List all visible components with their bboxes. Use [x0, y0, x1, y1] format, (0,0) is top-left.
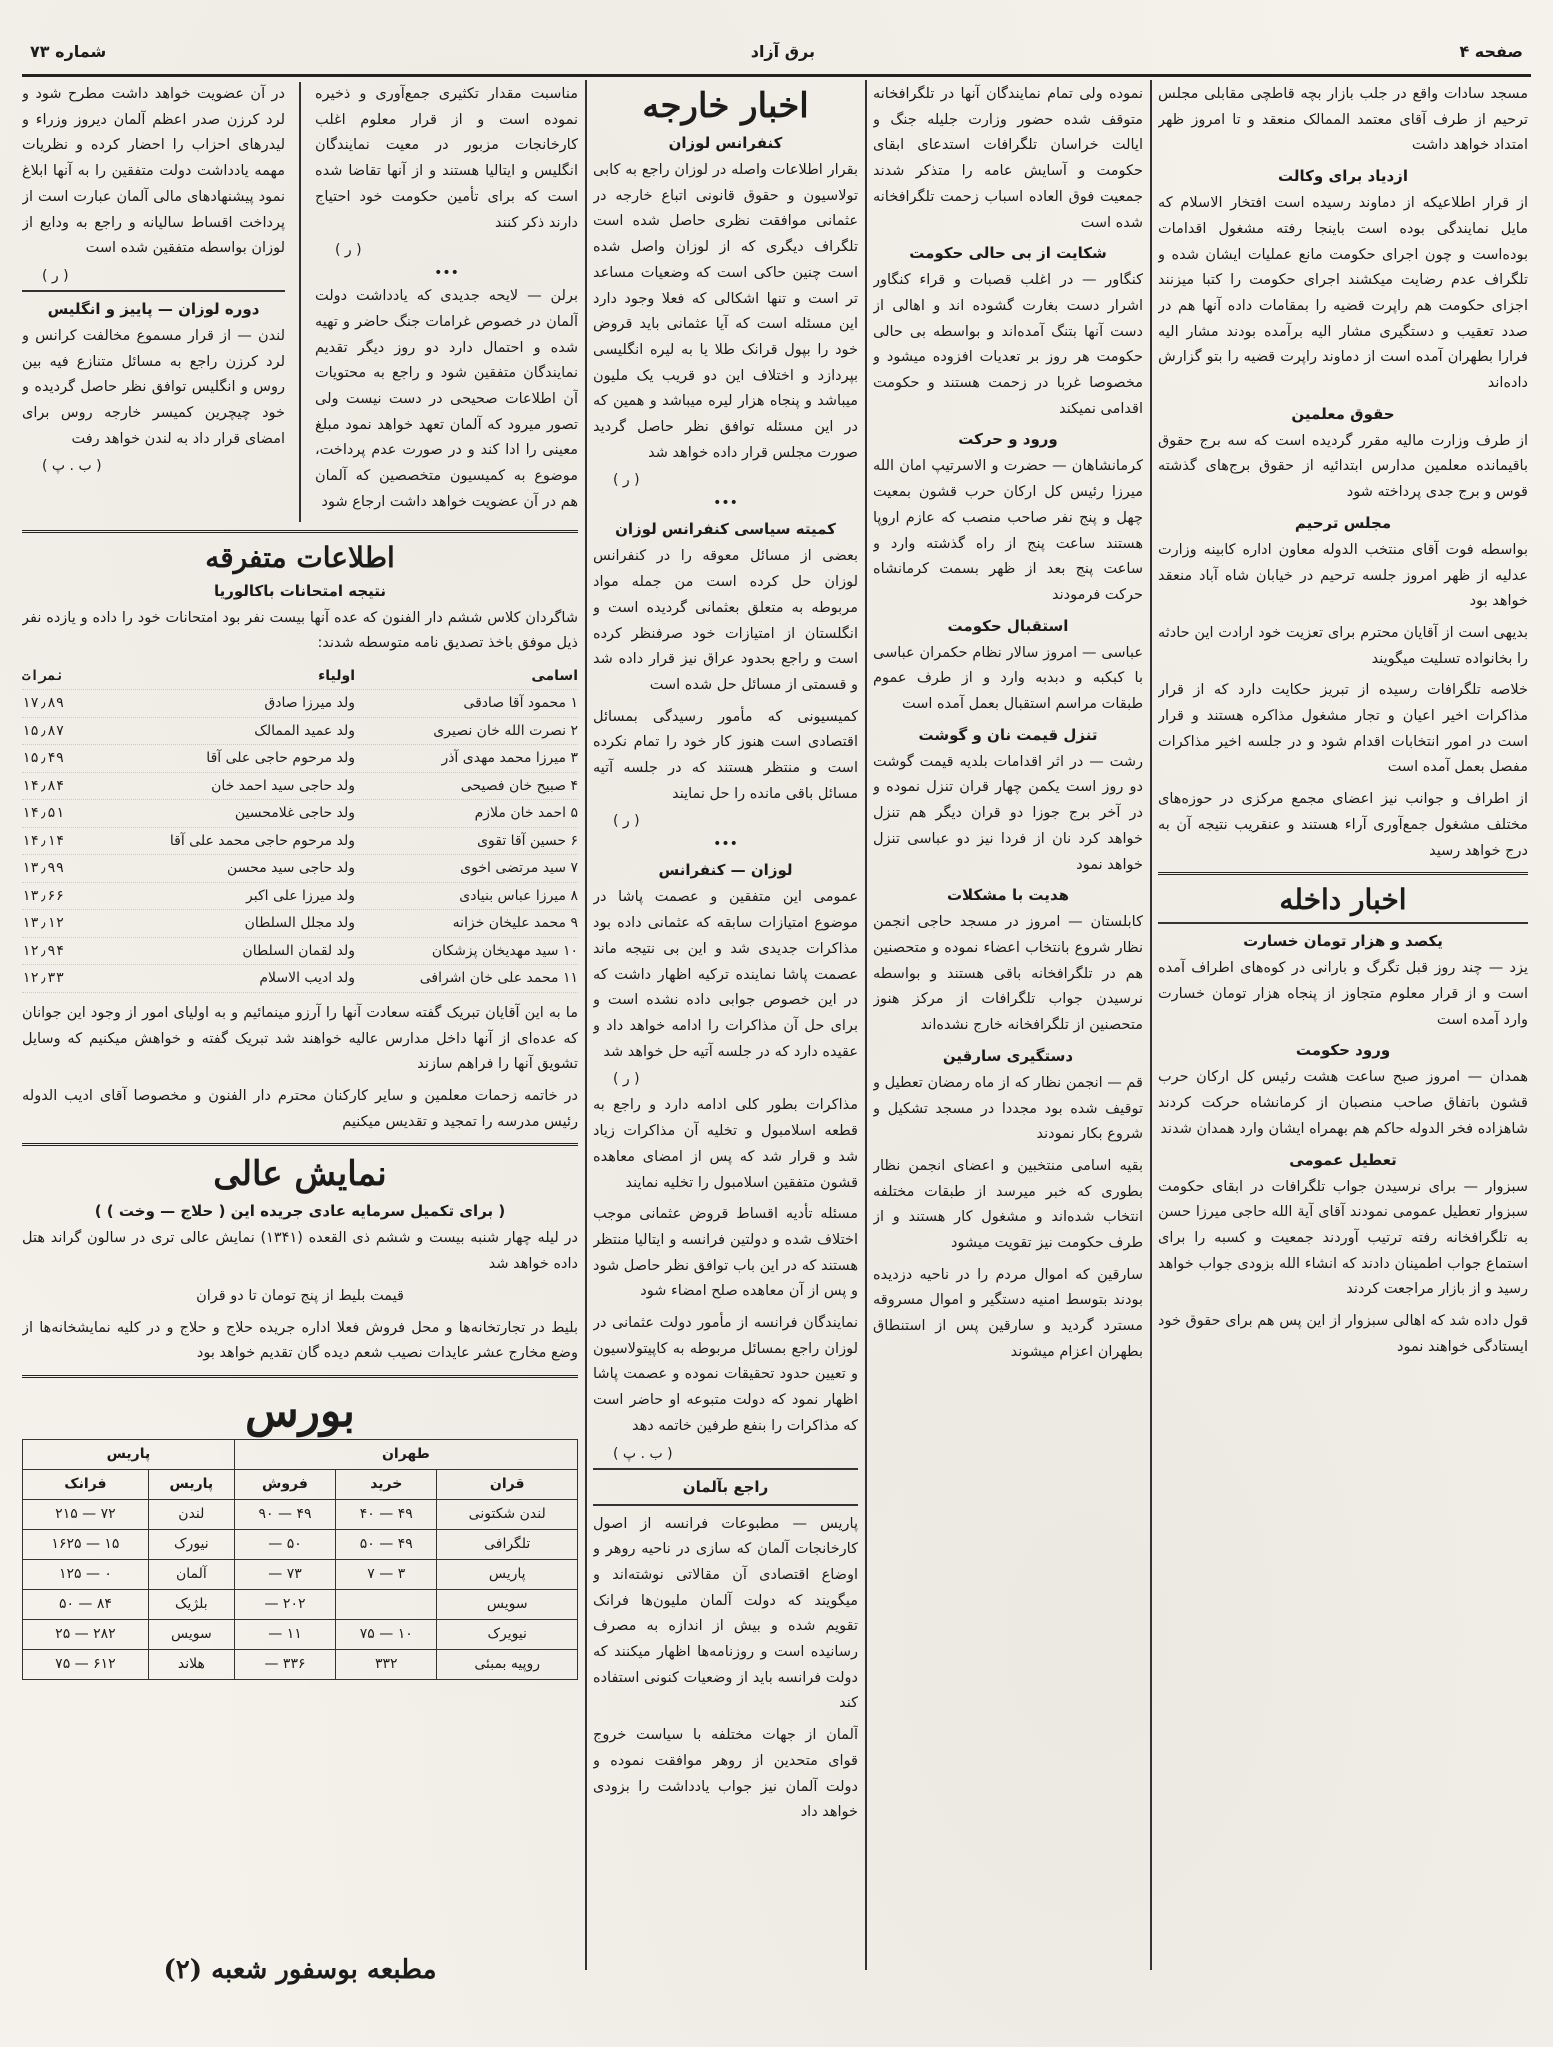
info-paragraph: شاگردان کلاس ششم دار الفنون که عده آنها بیست نفر بود امتحانات خود را داده و یازده نفر ذیل موفق باخذ تصدیق نامه متوسطه شدند:	[22, 609, 578, 652]
article-paragraph: همدان — امروز صبح ساعت هشت رئیس کل ارکان حرب قشون باتفاق صاحب منصبان از کرمانشاه حرکت کردند شاهزاده فخر الدوله حاکم هم بهمراه ایشان وارد همدان شدند	[1158, 1069, 1528, 1137]
article-subhead: مجلس ترحیم	[1294, 513, 1392, 532]
section-title: اخبار داخله	[1279, 883, 1407, 917]
article-paragraph: پاریس — مطبوعات فرانسه از اصول کارخانجات آلمان که سازی در ناحیه روهر و اوضاع اقتصادی آن مقالاتی نوشته‌اند و میگویند که دولت آلمان ملیون‌ها فرانک تقویم شده و بیش از اندازه به مصرف رسانیده است و روزنامه‌ها اظهار میکنند که دولت فرانسه باید از وضعیات کنونی استفاده کند	[593, 1515, 858, 1712]
article-subhead: هدیت با مشکلات	[946, 886, 1070, 905]
bourse-row: تلگرافی ۴۹ — ۵۰ ۵۰ — نیورک ۱۵ — ۱۶۲۵	[23, 1529, 578, 1559]
bourse-row: روپیه بمبئی ۳۳۲ ۳۳۶ — هلاند ۶۱۲ — ۷۵	[23, 1649, 578, 1679]
article-signature: ( ر )	[42, 267, 69, 284]
paper-name: برق آزاد	[750, 41, 815, 61]
bourse-sub-paris-unit: پاریس	[148, 1469, 234, 1499]
article-subhead: دوره لوزان — پاییز و انگلیس	[47, 299, 260, 318]
roster-header: اسامی اولیاء نمرات	[22, 663, 578, 691]
section-rule	[22, 1143, 578, 1146]
article-paragraph: خلاصه تلگرافات رسیده از تبریز حکایت دارد که از قرار مذاکرات اخیر اعیان و تجار مشغول مذاکره هستند و قرار است در امور انتخابات اقدام شود و در جلسه اخیر مذاکرات مفصل بعمل آمده است	[1158, 682, 1528, 776]
article-paragraph: عمومی این متفقین و عصمت پاشا در موضوع امتیازات سابقه که عثمانی داده بود مذاکرات جدیدی شد و این بی نتیجه ماند عصمت پاشا نماینده ترکیه اظهار داشت که در این خصوص جوابی داده نشده است و برای حل آن مذاکرات را ادامه خواهد داد و عقیده دارد که در جلسه آتیه حل خواهد شد	[593, 889, 858, 1060]
show-subtitle: ( برای تکمیل سرمایه عادی جریده این ( حلاج — وخت ) )	[94, 1202, 506, 1221]
top-right-block	[315, 82, 578, 522]
column-rule	[865, 80, 867, 1970]
article-paragraph: کمیسیونی که مأمور رسیدگی بمسائل اقتصادی است هنوز کار خود را تمام نکرده است و منتظر هستند که در جلسه آتیه مسائل باقی مانده را حل نمایند	[593, 708, 858, 802]
article-paragraph: سبزوار — برای نرسیدن جواب تلگرافات در ابقای حکومت سبزوار تعطیل عمومی نمودند آقای آیة الله حاجی میرزا حسن به تلگرافخانه رفته ترتیب آوردند جمعیت و کسبه را برای استماع جواب اطمینان دادند که انشاء الله بزودی جواب خواهد رسید و از بازار مراجعت کردند	[1158, 1178, 1528, 1298]
article-paragraph: یزد — چند روز قبل تگرگ و بارانی در کوه‌های اطراف آمده است و از قرار معلوم متجاوز از پنجاه هزار تومان خسارت وارد آمده است	[1158, 960, 1528, 1028]
column-3	[593, 82, 858, 2012]
roster-row: ۱۱ محمد علی خان اشرافی ولد ادیب الاسلام ۱۲٫۳۳	[22, 965, 578, 993]
article-paragraph: مسئله تأدیه اقساط قروض عثمانی موجب اختلاف شده و دولتین فرانسه و ایتالیا منتظر هستند که در این باب توافق نظر حاصل شود و پس از آن معاهده صلح امضاء شود	[593, 1206, 858, 1300]
page-number: صفحه ۴	[1459, 41, 1523, 61]
section-rule	[1158, 922, 1528, 924]
article-subhead: ازدیاد برای وکالت	[1278, 167, 1408, 186]
article-subhead: شکایت از بی حالی حکومت	[909, 244, 1107, 263]
section-rule	[22, 530, 578, 533]
article-paragraph: بواسطه فوت آقای منتخب الدوله معاون اداره کابینه وزارت عدلیه از ظهر امروز جلسه ترحیم در خیابان شاه آباد منعقد خواهد بود	[1158, 541, 1528, 610]
article-paragraph: بقرار اطلاعات واصله در لوزان راجع به کابی تولاسیون و حقوق قانونی اتباع خارجه در عثمانی موافقت نظری حاصل شده است تلگراف دیگری که از لوزان واصل شده است چنین حاکی است که وضعیات مساعد تر است و تنها اشکالی که فعلا وجود دارد این مسئله است که آیا عثمانی باید قروض خود را بپول قرانک طلا یا به لیره انگلیسی بپردازد و اختلاف این دو قریب یک ملیون میباشد و پنجاه هزار لیره میباشد و همین که در این مسئله توافق نظر حاصل گردید صورت مجلس قرار داده خواهد شد	[593, 162, 858, 461]
info-intro: نتیجه امتحانات باکالوریا	[213, 581, 387, 600]
roster-row: ۹ محمد علیخان خزانه ولد مجلل السلطان ۱۳٫۱۲	[22, 910, 578, 938]
article-paragraph: کرمانشاهان — حضرت و الاسرتیپ امان الله میرزا رئیس کل ارکان حرب قشون بمعیت چهل و پنج نفر صاحب منصب که عازم اروپا هستند ساعت پنج از راه گذشته وارد و ساعت پنج بعد از ظهر بسمت کرمانشاه حرکت فرمودند	[873, 458, 1143, 603]
bourse-row: لندن شکتونی ۴۹ — ۴۰ ۴۹ — ۹۰ لندن ۷۲ — ۲۱۵	[23, 1499, 578, 1529]
bourse-sub-franc: فرانک	[23, 1469, 149, 1499]
article-signature: ( ر )	[613, 472, 640, 489]
article-subhead: تنزل قیمت نان و گوشت	[918, 725, 1098, 744]
article-paragraph: در آن عضویت خواهد داشت مطرح شود و لرد کرزن صدر اعظم آلمان دیروز وزراء و لیدرهای احزاب را احضار کرده و نظریات مهمه یادداشت دولت متفقین را به آنها ابلاغ نمود پیشنهادهای مالی آلمان عبارت است از پرداخت اقساط سالیانه و راجع به ودایع از لوزان بواسطه متفقین شده است	[22, 86, 285, 257]
column-rule	[585, 80, 587, 1970]
roster-row: ۱۰ سید مهدیخان پزشکان ولد لقمان السلطان ۱۲٫۹۴	[22, 938, 578, 966]
article-paragraph: عباسی — امروز سالار نظام حکمران عباسی با کبکبه و دبدبه وارد و از طرف عموم طبقات مراسم استقبال بعمل آمده است	[873, 644, 1143, 713]
issue-number: شماره ۷۳	[30, 41, 107, 61]
article-paragraph: از طرف وزارت مالیه مقرر گردیده است که سه برج حقوق باقیمانده معلمین مدارس ابتدائیه از حقوق برج‌های گذشته قوس و برج جدی پرداخته شود	[1158, 432, 1528, 501]
bourse-sub-buy: خرید	[336, 1469, 437, 1499]
article-signature: ( ر )	[613, 1071, 640, 1088]
section-title: اخبار خارجه	[642, 86, 809, 126]
roster-row: ۲ نصرت الله خان نصیری ولد عمید الممالک ۱۵٫۸۷	[22, 718, 578, 746]
article-subhead: یکصد و هزار تومان خسارت	[1243, 932, 1443, 951]
column-rule	[1150, 80, 1152, 1970]
article-paragraph: نموده ولی تمام نمایندگان آنها در تلگرافخانه متوقف شده حضور وزارت جلیله جنگ و ایالت خراسان تلگرافات استدعای ابقای حکومت و آسایش عامه را متذکر شدند جمعیت فوق العاده اسباب زحمت تلگرافخانه شده است	[873, 86, 1143, 231]
section-rule	[593, 1468, 858, 1470]
article-subhead: استقبال حکومت	[947, 616, 1069, 635]
article-paragraph: آلمان از جهات مختلفه با سیاست خروج قوای متحدین از روهر موافقت نموده و دولت آلمان نیز جواب یادداشت را بزودی خواهد داد	[593, 1727, 858, 1821]
show-title: نمایش عالی	[213, 1154, 387, 1195]
article-subhead: لوزان — کنفرانس	[658, 861, 793, 880]
article-paragraph: کابلستان — امروز در مسجد حاجی انجمن نظار شروع بانتخاب اعضاء نموده و متحصنین هم در تلگرافخانه باقی هستند و بواسطه نرسیدن جواب تلگرافات از مرکز هنوز متحصنین از تلگرافخانه خارج نشده‌اند	[873, 914, 1143, 1034]
graduates-roster	[22, 663, 578, 993]
page-header	[30, 34, 1523, 68]
roster-row: ۳ میرزا محمد مهدی آذر ولد مرحوم حاجی علی آقا ۱۵٫۴۹	[22, 745, 578, 773]
article-paragraph: سارقین که اموال مردم را در ناحیه دزدیده بودند بتوسط امنیه دستگیر و اموال مسروقه مسترد گردید و سارقین پس از استنطاق بطهران اعزام میشوند	[873, 1266, 1143, 1360]
column-4	[22, 82, 578, 1942]
column-2	[873, 82, 1143, 2012]
section-rule	[1158, 872, 1528, 875]
article-subhead: تعطیل عمومی	[1289, 1150, 1397, 1169]
article-paragraph: کنگاور — در اغلب قصبات و قراء کنگاور اشرار دست بغارت گشوده اند و اهالی از دست آنها بتنگ آمده‌اند و بواسطه بی حالی حکومت هر روز بر تعدیات افزوده میشود و مخصوصا غربا در زحمت هستند و حکومت اقدامی نمیکند	[873, 272, 1143, 417]
article-subhead: ورود و حرکت	[958, 430, 1058, 449]
article-paragraph: بقیه اسامی منتخبین و اعضای انجمن نظار بطوری که خبر میرسد از طبقات مختلفه انتخاب شده‌اند و مشغول کار هستند و از طرف حکومت نیز تقویت میشود	[873, 1157, 1143, 1252]
section-rule	[593, 1504, 858, 1506]
roster-row: ۵ احمد خان ملازم ولد حاجی غلامحسین ۱۴٫۵۱	[22, 800, 578, 828]
bourse-title: بورس	[245, 1385, 355, 1437]
bourse-row: نیویرک ۱۰ — ۷۵ ۱۱ — سویس ۲۸۲ — ۲۵	[23, 1619, 578, 1649]
separator-stars: •••	[713, 495, 738, 512]
article-subhead: راجع بآلمان	[682, 1477, 769, 1496]
article-subhead: ورود حکومت	[1295, 1041, 1391, 1060]
article-paragraph: از قرار اطلاعیکه از دماوند رسیده است افتخار الاسلام که مایل نمایندگی بوده است باینجا رفته مشغول اقدامات بوده‌است و چون اجرای حکومت مانع عملیات ایشان شده و تلگراف عدم رضایت میکشند اجرای حکومت را کتبا میزنند اجزای حکومت هم راپرت قضیه را بمقامات داده آنها هم در صدد تعقیب و دستگیری مشار الیه برآمده بودند مشار الیه فرارا بطهران آمده است از دماوند راپرت قضیه را بتو گزارش داده‌اند	[1158, 195, 1528, 392]
article-paragraph: مسجد سادات واقع در جلب بازار بچه قاطچی مقابلی مجلس ترحیم از طرف آقای معتمد الممالک منعقد و تا امروز ظهر امتداد خواهد داشت	[1158, 86, 1528, 154]
top-split	[22, 82, 578, 522]
article-paragraph: قم — انجمن نظار که از ماه رمضان تعطیل و توقیف شده بود مجددا در مسجد تشکیل و شروع بکار نمودند	[873, 1074, 1143, 1143]
bourse-row: سویس ۲۰۲ — بلژیک ۸۴ — ۵۰	[23, 1589, 578, 1619]
bourse-row: پاریس ۳ — ۷ ۷۳ — آلمان ۰ — ۱۲۵	[23, 1559, 578, 1589]
column-rule	[299, 82, 301, 522]
roster-row: ۶ حسین آقا تقوی ولد مرحوم حاجی محمد علی آقا ۱۴٫۱۴	[22, 828, 578, 856]
article-subhead: حقوق معلمین	[1291, 404, 1395, 423]
article-paragraph: لندن — از قرار مسموع مخالفت کرانس و لرد کرزن راجع به مسائل متنازع فیه بین روس و انگلیس توافق نظر حاصل گردیده و خود چیچرین کمیسر خارجه روس برای امضای قرار داد به لندن خواهد رفت	[22, 327, 285, 447]
article-paragraph: قول داده شد که اهالی سبزوار از این پس هم برای حقوق خود ایستادگی خواهند نمود	[1158, 1313, 1528, 1355]
roster-row: ۱ محمود آقا صادقی ولد میرزا صادق ۱۷٫۸۹	[22, 690, 578, 718]
section-rule	[22, 1375, 578, 1378]
article-signature: ( ر )	[613, 813, 640, 830]
bourse-sub-sell: فروش	[234, 1469, 335, 1499]
show-paragraph: در لیله چهار شنبه بیست و ششم ذی القعده (۱۳۴۱) نمایش عالی تری در سالون گراند هتل داده خواهد شد	[22, 1230, 578, 1273]
article-paragraph: بدیهی است از آقایان محترم برای تعزیت خود ارادت این حادثه را بخانواده تسلیت میگویند	[1158, 624, 1528, 667]
info-paragraph: ما به این آقایان تبریک گفته سعادت آنها را آرزو مینمائیم و به اولیای امور از وجود این جوانان که عده‌ای از آنها داخل مدارس عالیه خواهند شد تبریک گفته و خواهش میکنیم که وسایل تشویق آنها را فراهم سازند	[22, 1004, 578, 1073]
article-paragraph: مذاکرات بطور کلی ادامه دارد و راجع به قطعه اسلامبول و تخلیه آن مذاکرات زیاد شد و قرار شد که پس از امضای معاهده قشون متفقین اسلامبول را تخلیه نمایند	[593, 1097, 858, 1191]
printer-imprint: مطبعه بوسفور شعبه (۲)	[163, 1955, 437, 1985]
article-paragraph: از اطراف و جوانب نیز اعضای مجمع مرکزی در حوزه‌های مختلف مشغول جمع‌آوری آراء هستند و عنقریب نتیجه آن به درج خواهد رسید	[1158, 791, 1528, 859]
article-paragraph: نمایندگان فرانسه از مأمور دولت عثمانی در لوزان راجع بمسائل مربوطه به کاپیتولاسیون و تعیین حدود تحقیقات نموده و عصمت پاشا اظهار نمود که دولت متبوعه او حاضر است که مذاکرات را بنفع طرفین خاتمه دهد	[593, 1315, 858, 1434]
info-title: اطلاعات متفرقه	[205, 540, 395, 574]
info-paragraph: در خاتمه زحمات معلمین و سایر کارکنان محترم دار الفنون و مخصوصا آقای ادیب الدوله رئیس مدرسه را تمجید و تقدیس میکنیم	[22, 1088, 578, 1130]
bourse-sub-unit: قران	[437, 1469, 578, 1499]
separator-stars: •••	[713, 836, 738, 853]
bourse-table	[22, 1439, 578, 1680]
article-signature: ( ر )	[335, 242, 362, 259]
article-subhead: کمیته سیاسی کنفرانس لوزان	[615, 520, 836, 539]
separator-stars: •••	[434, 265, 459, 282]
bourse-col-paris: پاریس	[23, 1439, 235, 1469]
roster-row: ۷ سید مرتضی اخوی ولد حاجی سید محسن ۱۳٫۹۹	[22, 855, 578, 883]
header-rule	[22, 74, 1531, 77]
article-subhead: دستگیری سارقین	[942, 1046, 1074, 1065]
article-paragraph: بعضی از مسائل معوقه را در کنفرانس لوزان حل کرده است من جمله مواد مربوطه به متعلق بعثمانی گردیده است و انگلستان از امتیازات خود صرفنظر کرده است و راجع بحدود عراق نیز قرار داده شد و قسمتی از مسائل حل شده است	[593, 548, 858, 693]
bourse-col-tehran: طهران	[234, 1439, 577, 1469]
top-left-block	[22, 82, 285, 522]
column-1	[1158, 82, 1528, 2012]
article-signature: ( ب . پ )	[42, 458, 102, 475]
article-paragraph: مناسبت مقدار تکثیری جمع‌آوری و ذخیره نموده است و از قرار معلوم اغلب کارخانجات مزبور در معیت نمایندگان انگلیس و ایتالیا هستند و از آنها تقاضا شده است که برای تأمین حکومت خود احتیاج دارند ذکر کنند	[315, 86, 578, 231]
roster-row: ۸ میرزا عباس بنیادی ولد میرزا علی اکبر ۱۳٫۶۶	[22, 883, 578, 911]
article-subhead: کنفرانس لوزان	[668, 134, 783, 152]
roster-row: ۴ صبیح خان فصیحی ولد حاجی سید احمد خان ۱۴٫۸۴	[22, 773, 578, 801]
article-signature: ( ب . پ )	[613, 1445, 673, 1462]
show-paragraph: قیمت بلیط از پنج تومان تا دو قران	[196, 1287, 404, 1304]
section-rule	[22, 290, 285, 292]
bourse-head-row	[23, 1439, 578, 1469]
bourse-subhead-row	[23, 1469, 578, 1499]
article-paragraph: رشت — در اثر اقدامات بلدیه قیمت گوشت دو روز است یکمن چهار قران تنزل نموده و در آخر برج جوزا دو قران دیگر هم تنزل خواهد کرد نان از فردا نیز دو عباسی تنزل خواهد نمود	[873, 753, 1143, 873]
article-paragraph: برلن — لایحه جدیدی که یادداشت دولت آلمان در خصوص غرامات جنگ حاضر و تهیه شده و احتمال دارد دو روز دیگر تقدیم نمایندگان متفقین شود و راجع به محتویات آن اطلاعات صحیحی در دست نیست ولی تصور میرود که آلمان تعهد خواهد نمود مبلغ معینی را ادا کند و در صورت عدم پرداخت، موضوع به کمیسیون متخصصین که آلمان هم در آن عضویت خواهد داشت ارجاع شود	[315, 288, 578, 510]
show-paragraph: بلیط در تجارتخانه‌ها و محل فروش فعلا اداره جریده حلاج و حلاج و در کلیه نمایشخانه‌ها از وضع مخارج عشر عایدات نصیب شعم دیده گان تقدیم خواهد بود	[22, 1319, 578, 1362]
